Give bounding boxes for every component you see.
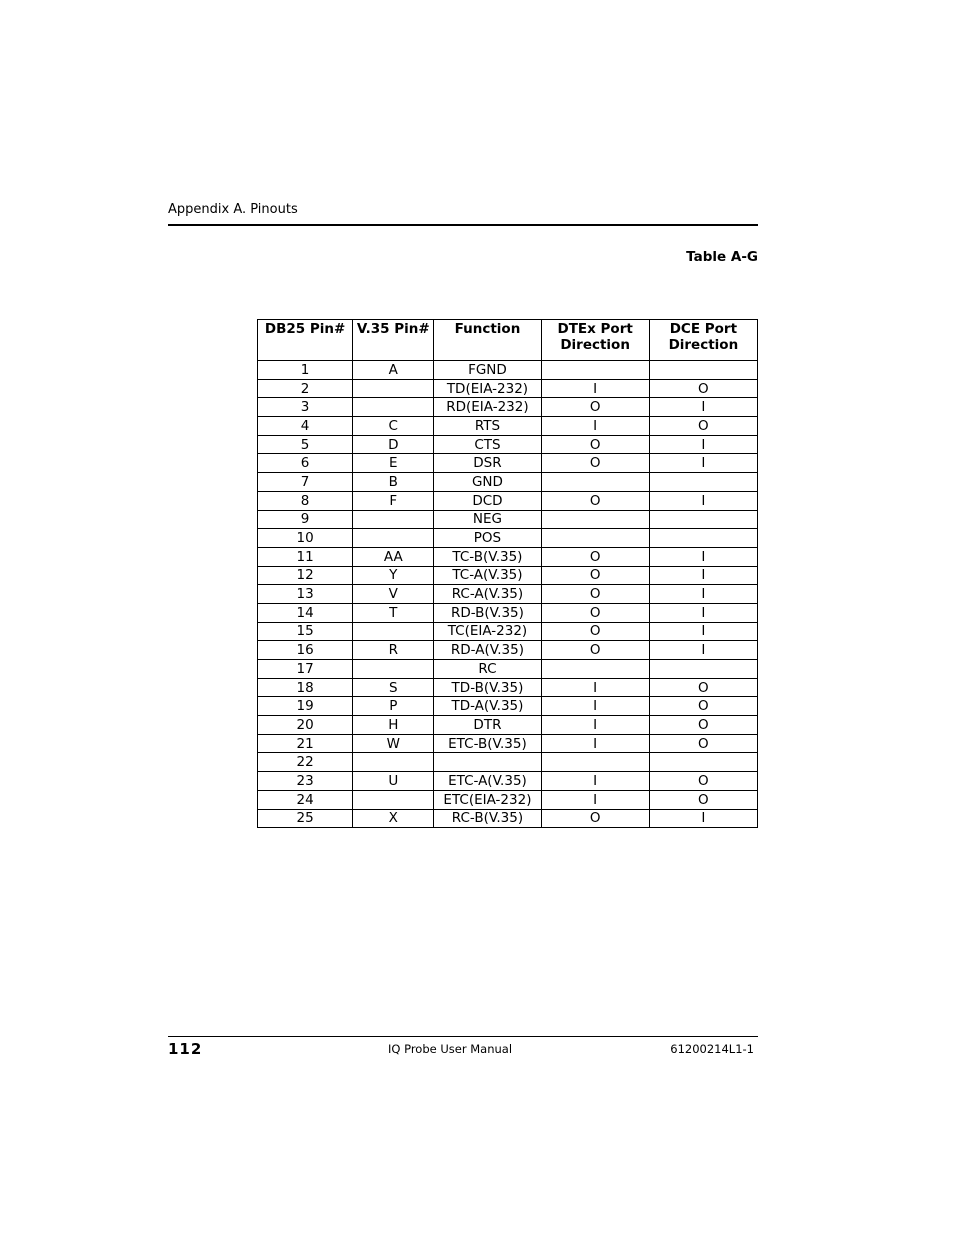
dtex-direction-cell	[541, 510, 649, 529]
function-cell: TC(EIA-232)	[434, 622, 541, 641]
dtex-direction-cell: I	[541, 716, 649, 735]
page-number: 112	[168, 1040, 203, 1058]
dce-direction-cell: I	[649, 398, 757, 417]
function-cell: TC-A(V.35)	[434, 566, 541, 585]
table-row	[258, 361, 758, 380]
v35-pin-cell: W	[353, 734, 434, 753]
db25-pin-cell: 5	[258, 435, 353, 454]
db25-pin-cell: 12	[258, 566, 353, 585]
function-cell: RD-B(V.35)	[434, 603, 541, 622]
dtex-direction-cell	[541, 473, 649, 492]
table-row	[258, 379, 758, 398]
v35-pin-cell: H	[353, 716, 434, 735]
v35-pin-cell: T	[353, 603, 434, 622]
table-caption: Table A-G	[686, 249, 758, 265]
db25-pin-cell: 7	[258, 473, 353, 492]
pinout-table-body	[258, 361, 758, 828]
v35-pin-cell: X	[353, 809, 434, 828]
dce-direction-cell: I	[649, 566, 757, 585]
table-row	[258, 753, 758, 772]
db25-pin-cell: 1	[258, 361, 353, 380]
db25-pin-cell: 4	[258, 417, 353, 436]
function-cell: GND	[434, 473, 541, 492]
table-row	[258, 510, 758, 529]
db25-pin-cell: 16	[258, 641, 353, 660]
function-cell: CTS	[434, 435, 541, 454]
v35-pin-cell	[353, 529, 434, 548]
function-cell: TD-B(V.35)	[434, 678, 541, 697]
table-row	[258, 529, 758, 548]
function-cell: DTR	[434, 716, 541, 735]
v35-pin-cell	[353, 379, 434, 398]
dtex-direction-cell: O	[541, 622, 649, 641]
db25-pin-cell: 21	[258, 734, 353, 753]
footer-rule	[168, 1036, 758, 1037]
v35-pin-cell	[353, 753, 434, 772]
v35-pin-cell	[353, 790, 434, 809]
function-cell: RD(EIA-232)	[434, 398, 541, 417]
v35-pin-cell: F	[353, 491, 434, 510]
dtex-direction-cell: I	[541, 790, 649, 809]
dce-direction-cell: I	[649, 603, 757, 622]
function-cell: POS	[434, 529, 541, 548]
table-row	[258, 697, 758, 716]
v35-pin-cell	[353, 660, 434, 679]
dce-direction-cell: I	[649, 641, 757, 660]
function-cell: ETC-B(V.35)	[434, 734, 541, 753]
pinout-table-header	[258, 320, 758, 361]
v35-pin-cell: P	[353, 697, 434, 716]
v35-pin-cell: Y	[353, 566, 434, 585]
dce-direction-cell: I	[649, 454, 757, 473]
table-row	[258, 454, 758, 473]
function-cell: RC	[434, 660, 541, 679]
dtex-direction-cell: O	[541, 491, 649, 510]
table-row	[258, 622, 758, 641]
dce-direction-cell: O	[649, 417, 757, 436]
db25-pin-cell: 13	[258, 585, 353, 604]
pinout-table	[257, 319, 758, 828]
db25-pin-cell: 25	[258, 809, 353, 828]
running-header: Appendix A. Pinouts	[168, 202, 298, 217]
dce-direction-cell: I	[649, 622, 757, 641]
function-cell: RC-B(V.35)	[434, 809, 541, 828]
v35-pin-cell: V	[353, 585, 434, 604]
table-row	[258, 660, 758, 679]
dtex-direction-cell: O	[541, 641, 649, 660]
db25-pin-cell: 2	[258, 379, 353, 398]
dtex-direction-cell: O	[541, 547, 649, 566]
v35-pin-cell: AA	[353, 547, 434, 566]
col-header-v35-pin: V.35 Pin#	[353, 320, 434, 361]
dce-direction-cell	[649, 473, 757, 492]
v35-pin-cell: C	[353, 417, 434, 436]
document-number: 61200214L1-1	[670, 1042, 754, 1056]
function-cell: RD-A(V.35)	[434, 641, 541, 660]
function-cell: FGND	[434, 361, 541, 380]
dce-direction-cell: I	[649, 547, 757, 566]
col-header-dce-direction: DCE Port Direction	[649, 320, 757, 361]
v35-pin-cell	[353, 398, 434, 417]
header-rule	[168, 224, 758, 226]
dtex-direction-cell: I	[541, 678, 649, 697]
db25-pin-cell: 19	[258, 697, 353, 716]
function-cell: ETC-A(V.35)	[434, 772, 541, 791]
table-row	[258, 641, 758, 660]
v35-pin-cell: E	[353, 454, 434, 473]
dce-direction-cell: O	[649, 697, 757, 716]
header-row	[258, 320, 758, 361]
dtex-direction-cell: O	[541, 566, 649, 585]
dtex-direction-cell: I	[541, 379, 649, 398]
dtex-direction-cell: I	[541, 734, 649, 753]
function-cell: RTS	[434, 417, 541, 436]
table-row	[258, 772, 758, 791]
v35-pin-cell: B	[353, 473, 434, 492]
dce-direction-cell: O	[649, 678, 757, 697]
table-row	[258, 417, 758, 436]
table-row	[258, 603, 758, 622]
dtex-direction-cell	[541, 660, 649, 679]
function-cell: TD-A(V.35)	[434, 697, 541, 716]
table-row	[258, 435, 758, 454]
function-cell: DCD	[434, 491, 541, 510]
dce-direction-cell: I	[649, 585, 757, 604]
dtex-direction-cell: O	[541, 809, 649, 828]
col-header-function: Function	[434, 320, 541, 361]
dtex-direction-cell: O	[541, 603, 649, 622]
v35-pin-cell	[353, 622, 434, 641]
db25-pin-cell: 22	[258, 753, 353, 772]
function-cell: RC-A(V.35)	[434, 585, 541, 604]
dce-direction-cell: O	[649, 734, 757, 753]
db25-pin-cell: 20	[258, 716, 353, 735]
function-cell: TC-B(V.35)	[434, 547, 541, 566]
table-row	[258, 473, 758, 492]
dce-direction-cell: O	[649, 772, 757, 791]
table-row	[258, 809, 758, 828]
db25-pin-cell: 23	[258, 772, 353, 791]
db25-pin-cell: 17	[258, 660, 353, 679]
db25-pin-cell: 15	[258, 622, 353, 641]
function-cell: DSR	[434, 454, 541, 473]
dce-direction-cell: O	[649, 716, 757, 735]
dce-direction-cell	[649, 510, 757, 529]
table-row	[258, 566, 758, 585]
v35-pin-cell: R	[353, 641, 434, 660]
col-header-dtex-direction: DTEx Port Direction	[541, 320, 649, 361]
v35-pin-cell: U	[353, 772, 434, 791]
dtex-direction-cell	[541, 361, 649, 380]
dtex-direction-cell: O	[541, 435, 649, 454]
dce-direction-cell: I	[649, 809, 757, 828]
function-cell: TD(EIA-232)	[434, 379, 541, 398]
dtex-direction-cell: O	[541, 454, 649, 473]
db25-pin-cell: 8	[258, 491, 353, 510]
db25-pin-cell: 3	[258, 398, 353, 417]
function-cell: NEG	[434, 510, 541, 529]
v35-pin-cell: A	[353, 361, 434, 380]
dtex-direction-cell: I	[541, 772, 649, 791]
table-row	[258, 790, 758, 809]
table-row	[258, 547, 758, 566]
v35-pin-cell: D	[353, 435, 434, 454]
function-cell: ETC(EIA-232)	[434, 790, 541, 809]
dtex-direction-cell: I	[541, 417, 649, 436]
db25-pin-cell: 24	[258, 790, 353, 809]
db25-pin-cell: 10	[258, 529, 353, 548]
dce-direction-cell: I	[649, 491, 757, 510]
dce-direction-cell	[649, 361, 757, 380]
dce-direction-cell	[649, 753, 757, 772]
dce-direction-cell	[649, 529, 757, 548]
dce-direction-cell: O	[649, 790, 757, 809]
table-row	[258, 491, 758, 510]
db25-pin-cell: 18	[258, 678, 353, 697]
dtex-direction-cell: O	[541, 585, 649, 604]
dtex-direction-cell	[541, 529, 649, 548]
dce-direction-cell	[649, 660, 757, 679]
dce-direction-cell: O	[649, 379, 757, 398]
db25-pin-cell: 14	[258, 603, 353, 622]
dce-direction-cell: I	[649, 435, 757, 454]
table-row	[258, 398, 758, 417]
col-header-db25-pin: DB25 Pin#	[258, 320, 353, 361]
function-cell	[434, 753, 541, 772]
table-row	[258, 678, 758, 697]
table-row	[258, 585, 758, 604]
v35-pin-cell	[353, 510, 434, 529]
dtex-direction-cell: O	[541, 398, 649, 417]
table-row	[258, 716, 758, 735]
table-row	[258, 734, 758, 753]
dtex-direction-cell	[541, 753, 649, 772]
dtex-direction-cell: I	[541, 697, 649, 716]
db25-pin-cell: 6	[258, 454, 353, 473]
db25-pin-cell: 9	[258, 510, 353, 529]
manual-title: IQ Probe User Manual	[388, 1042, 513, 1056]
v35-pin-cell: S	[353, 678, 434, 697]
db25-pin-cell: 11	[258, 547, 353, 566]
